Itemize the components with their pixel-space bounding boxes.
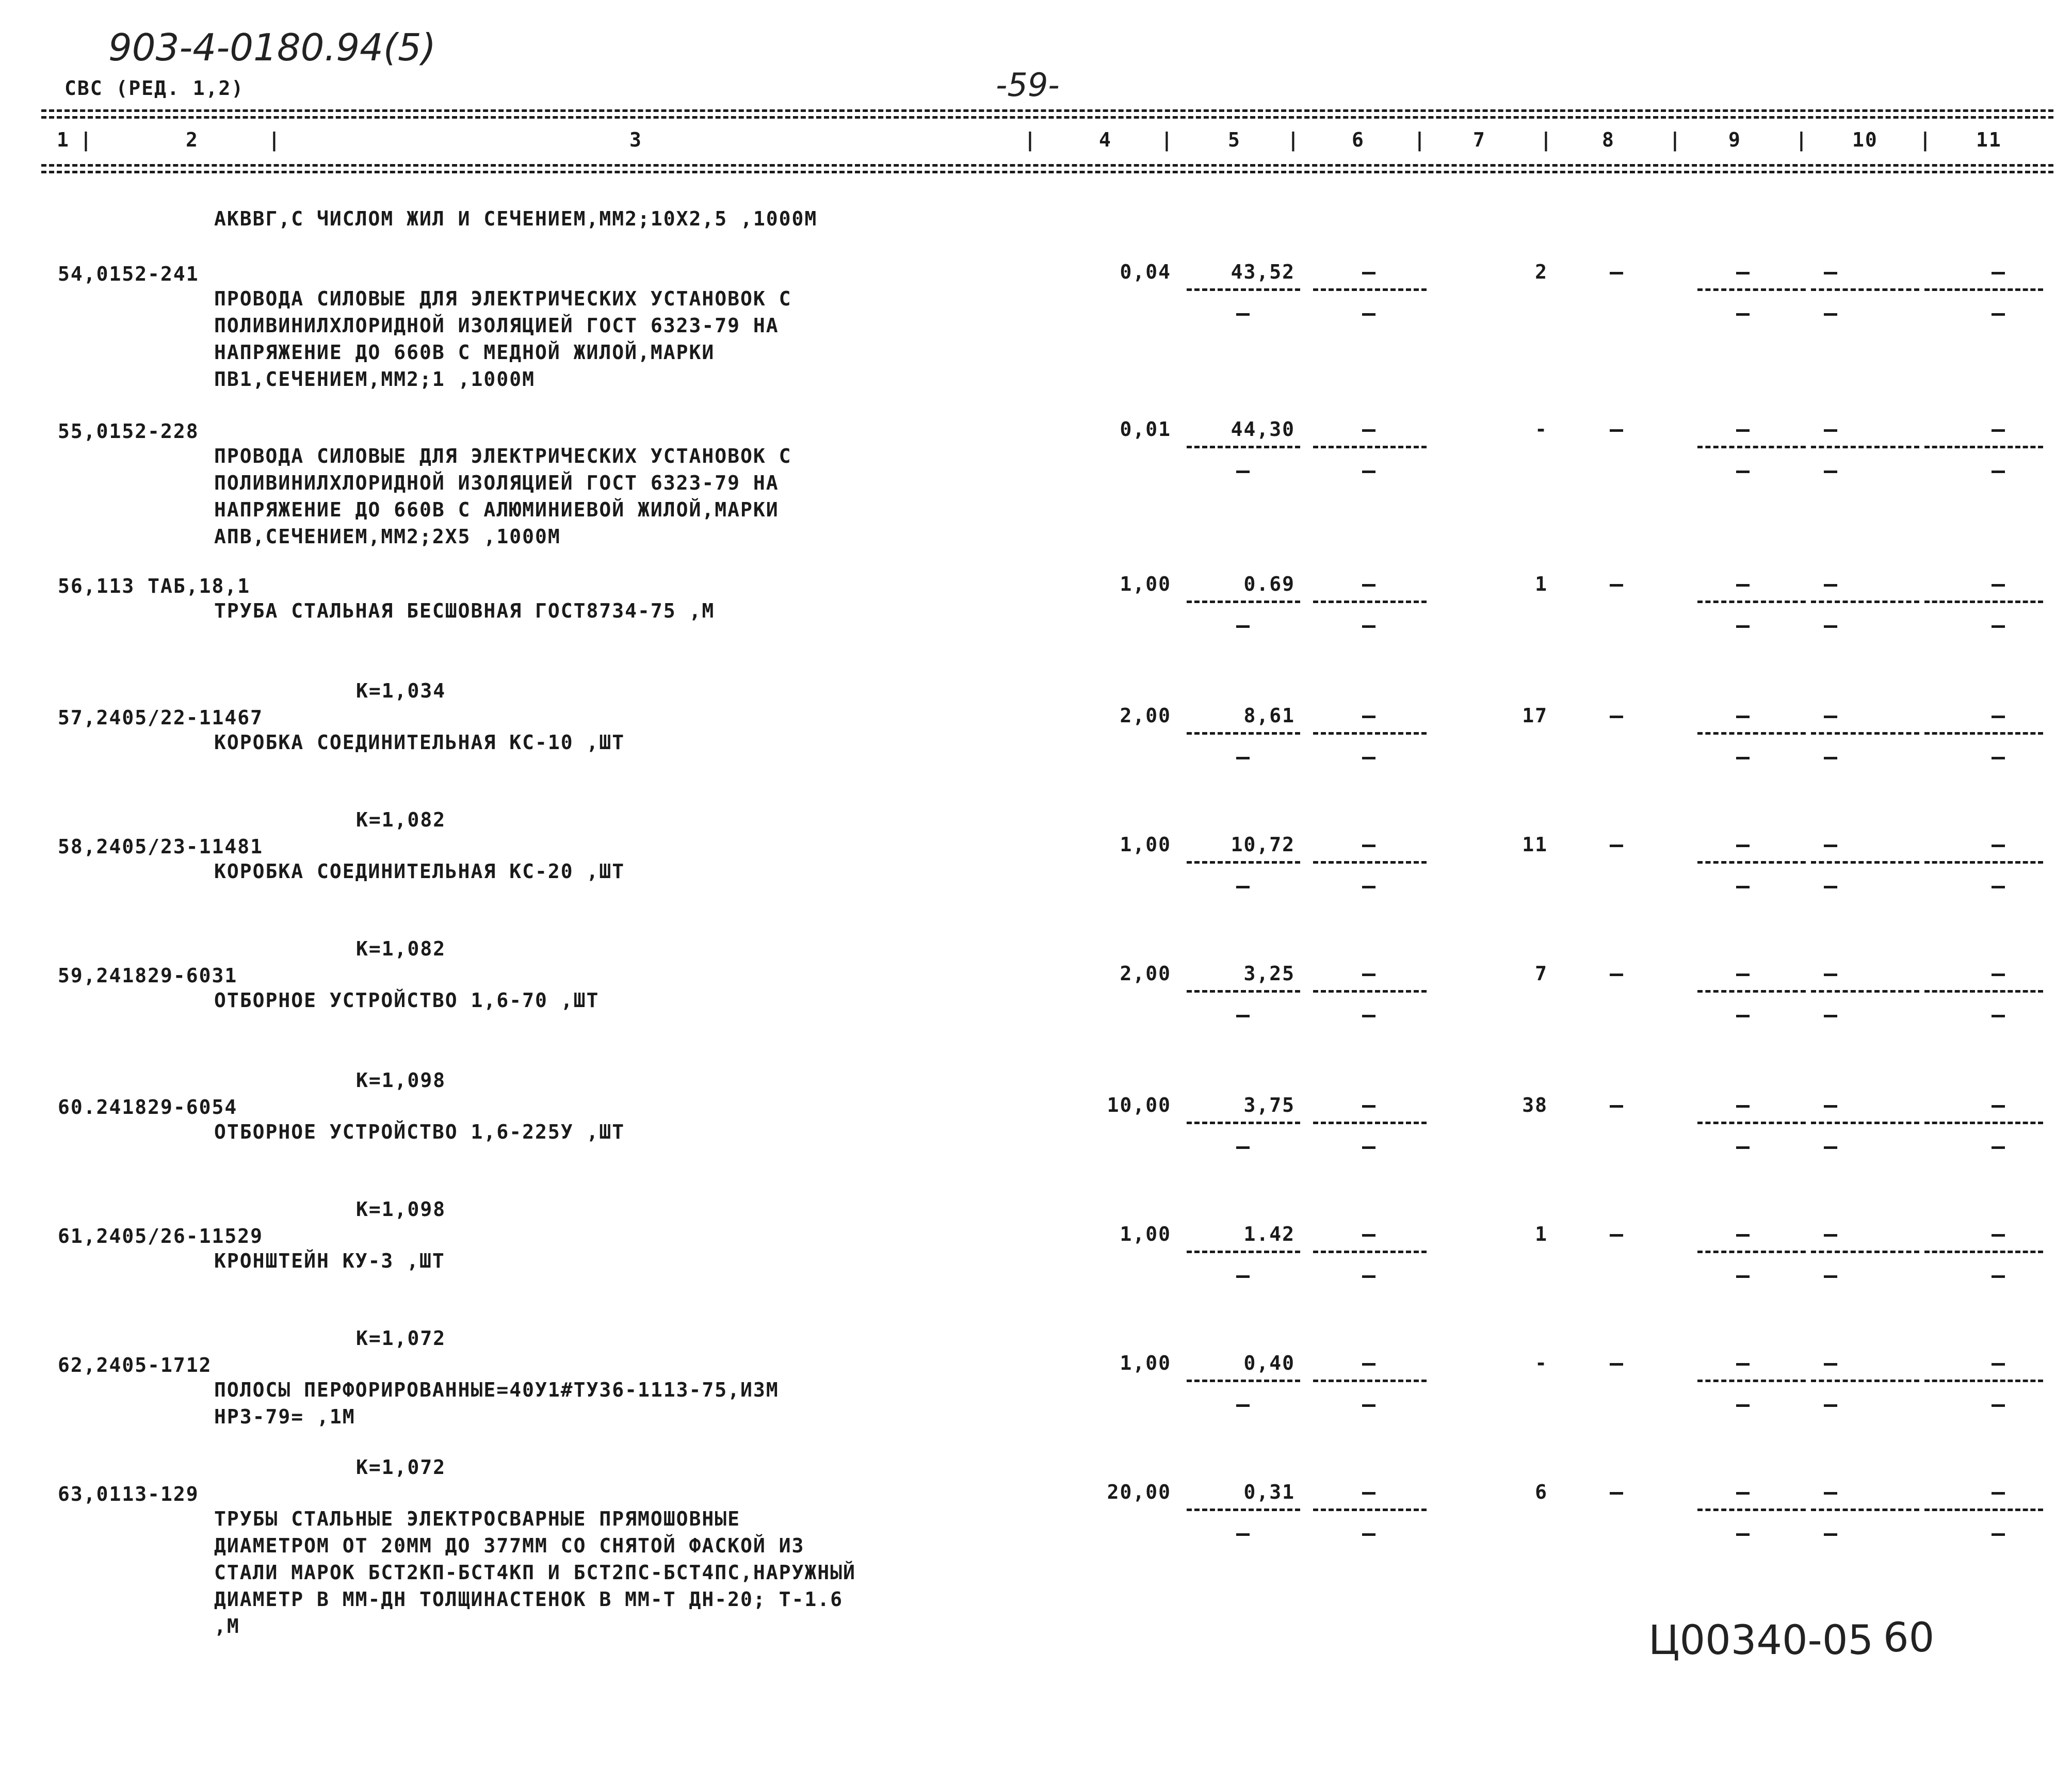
coefficient: К=1,072 xyxy=(356,1456,446,1479)
empty-cell-dash xyxy=(1824,1275,1837,1278)
fraction-rule xyxy=(1697,1122,1806,1124)
empty-cell-dash xyxy=(1236,1533,1250,1536)
cell-col5: 3,25 xyxy=(1243,962,1295,985)
empty-cell-dash xyxy=(1236,1404,1250,1407)
coefficient: К=1,098 xyxy=(356,1198,446,1221)
cell-col4: 1,00 xyxy=(1120,1223,1171,1245)
empty-cell-dash xyxy=(1736,1492,1750,1495)
fraction-rule xyxy=(1924,1122,2043,1124)
entry-description-line: КОРОБКА СОЕДИНИТЕЛЬНАЯ КС-20 ,ШТ xyxy=(214,860,625,883)
empty-cell-dash xyxy=(1610,584,1623,587)
entry-description-line: ПОЛИВИНИЛХЛОРИДНОЙ ИЗОЛЯЦИЕЙ ГОСТ 6323-79 НА xyxy=(214,472,779,494)
fraction-rule xyxy=(1187,446,1300,448)
fraction-rule xyxy=(1313,1380,1427,1382)
column-separator: | xyxy=(268,128,281,151)
entry-description-line: ТРУБА СТАЛЬНАЯ БЕСШОВНАЯ ГОСТ8734-75 ,М xyxy=(214,599,715,622)
empty-cell-dash xyxy=(1992,429,2005,432)
empty-cell-dash xyxy=(1992,757,2005,759)
empty-cell-dash xyxy=(1992,313,2005,316)
empty-cell-dash xyxy=(1824,1015,1837,1017)
column-separator: | xyxy=(80,128,93,151)
column-separator: | xyxy=(1414,128,1427,151)
cell-col7: 11 xyxy=(1522,833,1548,856)
entry-description-line: НАПРЯЖЕНИЕ ДО 660В С МЕДНОЙ ЖИЛОЙ,МАРКИ xyxy=(214,341,715,364)
empty-cell-dash xyxy=(1362,272,1375,274)
cell-col7: - xyxy=(1535,1352,1548,1374)
column-separator: | xyxy=(1919,128,1932,151)
entry-code: 54,0152-241 xyxy=(58,263,199,285)
entry-description-line: КОРОБКА СОЕДИНИТЕЛЬНАЯ КС-10 ,ШТ xyxy=(214,731,625,754)
column-header-7: 7 xyxy=(1473,128,1486,151)
column-separator: | xyxy=(1161,128,1174,151)
empty-cell-dash xyxy=(1736,1533,1750,1536)
empty-cell-dash xyxy=(1824,886,1837,888)
entry-description-line: ОТБОРНОЕ УСТРОЙСТВО 1,6-70 ,ШТ xyxy=(214,989,600,1012)
column-header-6: 6 xyxy=(1352,128,1365,151)
fraction-rule xyxy=(1697,446,1806,448)
edition-label: СВС (РЕД. 1,2) xyxy=(64,77,245,100)
cell-col7: 7 xyxy=(1535,962,1548,985)
empty-cell-dash xyxy=(1362,757,1375,759)
entry-description-line: ТРУБЫ СТАЛЬНЫЕ ЭЛЕКТРОСВАРНЫЕ ПРЯМОШОВНЫЕ xyxy=(214,1507,740,1530)
empty-cell-dash xyxy=(1992,1404,2005,1407)
empty-cell-dash xyxy=(1610,272,1623,274)
cell-col7: 17 xyxy=(1522,704,1548,727)
fraction-rule xyxy=(1697,601,1806,603)
cell-col5: 3,75 xyxy=(1243,1094,1295,1116)
fraction-rule xyxy=(1924,861,2043,864)
entry-description-line: ПВ1,СЕЧЕНИЕМ,ММ2;1 ,1000М xyxy=(214,368,535,391)
fraction-rule xyxy=(1924,732,2043,735)
fraction-rule xyxy=(1187,1251,1300,1253)
fraction-rule xyxy=(1187,288,1300,291)
empty-cell-dash xyxy=(1610,974,1623,976)
cell-col5: 0,31 xyxy=(1243,1481,1295,1503)
column-header-9: 9 xyxy=(1728,128,1741,151)
column-separator: | xyxy=(1669,128,1682,151)
fraction-rule xyxy=(1811,861,1919,864)
empty-cell-dash xyxy=(1736,886,1750,888)
empty-cell-dash xyxy=(1824,1533,1837,1536)
fraction-rule xyxy=(1697,990,1806,993)
empty-cell-dash xyxy=(1736,1234,1750,1237)
empty-cell-dash xyxy=(1362,1404,1375,1407)
entry-description-line: АПВ,СЕЧЕНИЕМ,ММ2;2Х5 ,1000М xyxy=(214,525,561,548)
empty-cell-dash xyxy=(1992,584,2005,587)
empty-cell-dash xyxy=(1824,1105,1837,1108)
header-bottom-rule xyxy=(41,164,2053,167)
fraction-rule xyxy=(1811,1251,1919,1253)
column-header-11: 11 xyxy=(1976,128,2002,151)
fraction-rule xyxy=(1187,990,1300,993)
empty-cell-dash xyxy=(1992,886,2005,888)
column-header-4: 4 xyxy=(1099,128,1112,151)
empty-cell-dash xyxy=(1362,974,1375,976)
entry-code: 55,0152-228 xyxy=(58,420,199,443)
empty-cell-dash xyxy=(1992,1275,2005,1278)
empty-cell-dash xyxy=(1736,1275,1750,1278)
empty-cell-dash xyxy=(1992,471,2005,473)
empty-cell-dash xyxy=(1992,974,2005,976)
fraction-rule xyxy=(1697,1251,1806,1253)
empty-cell-dash xyxy=(1992,625,2005,628)
empty-cell-dash xyxy=(1610,845,1623,847)
fraction-rule xyxy=(1697,732,1806,735)
empty-cell-dash xyxy=(1992,716,2005,718)
empty-cell-dash xyxy=(1362,1492,1375,1495)
empty-cell-dash xyxy=(1236,1146,1250,1149)
empty-cell-dash xyxy=(1824,429,1837,432)
cell-col5: 10,72 xyxy=(1231,833,1295,856)
empty-cell-dash xyxy=(1824,757,1837,759)
empty-cell-dash xyxy=(1736,1105,1750,1108)
fraction-rule xyxy=(1811,1122,1919,1124)
fraction-rule xyxy=(1313,446,1427,448)
empty-cell-dash xyxy=(1824,1363,1837,1366)
coefficient: К=1,072 xyxy=(356,1327,446,1350)
empty-cell-dash xyxy=(1824,471,1837,473)
empty-cell-dash xyxy=(1736,716,1750,718)
entry-description-line: НАПРЯЖЕНИЕ ДО 660В С АЛЮМИНИЕВОЙ ЖИЛОЙ,МАРКИ xyxy=(214,498,779,521)
fraction-rule xyxy=(1697,861,1806,864)
cell-col7: - xyxy=(1535,418,1548,441)
empty-cell-dash xyxy=(1362,1015,1375,1017)
empty-cell-dash xyxy=(1824,1234,1837,1237)
column-header-1: 1 xyxy=(57,128,70,151)
fraction-rule xyxy=(1811,990,1919,993)
fraction-rule xyxy=(1313,601,1427,603)
fraction-rule xyxy=(1924,1380,2043,1382)
column-separator: | xyxy=(1024,128,1037,151)
header-bottom-rule-2 xyxy=(41,171,2053,173)
fraction-rule xyxy=(1187,1380,1300,1382)
empty-cell-dash xyxy=(1362,1105,1375,1108)
entry-description-line: ,М xyxy=(214,1615,240,1638)
cell-col5: 8,61 xyxy=(1243,704,1295,727)
column-separator: | xyxy=(1287,128,1300,151)
empty-cell-dash xyxy=(1736,313,1750,316)
cell-col4: 0,04 xyxy=(1120,261,1171,283)
fraction-rule xyxy=(1924,446,2043,448)
empty-cell-dash xyxy=(1992,1492,2005,1495)
entry-code: 60.241829-6054 xyxy=(58,1096,238,1118)
entry-description-line: СТАЛИ МАРОК БСТ2КП-БСТ4КП И БСТ2ПС-БСТ4ПС,НАРУЖНЫЙ xyxy=(214,1561,856,1584)
empty-cell-dash xyxy=(1362,1363,1375,1366)
fraction-rule xyxy=(1313,1122,1427,1124)
header-top-rule-2 xyxy=(41,116,2053,119)
empty-cell-dash xyxy=(1236,886,1250,888)
empty-cell-dash xyxy=(1736,1146,1750,1149)
fraction-rule xyxy=(1811,1509,1919,1511)
page-number: -59- xyxy=(996,66,1060,104)
empty-cell-dash xyxy=(1736,429,1750,432)
fraction-rule xyxy=(1811,732,1919,735)
empty-cell-dash xyxy=(1362,625,1375,628)
empty-cell-dash xyxy=(1236,757,1250,759)
empty-cell-dash xyxy=(1824,625,1837,628)
coefficient: К=1,098 xyxy=(356,1069,446,1092)
cell-col4: 1,00 xyxy=(1120,833,1171,856)
empty-cell-dash xyxy=(1362,1275,1375,1278)
fraction-rule xyxy=(1697,1509,1806,1511)
empty-cell-dash xyxy=(1736,584,1750,587)
entry-description-line: ПРОВОДА СИЛОВЫЕ ДЛЯ ЭЛЕКТРИЧЕСКИХ УСТАНОВОК С xyxy=(214,445,792,467)
cell-col7: 38 xyxy=(1522,1094,1548,1116)
cell-col4: 1,00 xyxy=(1120,1352,1171,1374)
empty-cell-dash xyxy=(1992,1105,2005,1108)
empty-cell-dash xyxy=(1362,1146,1375,1149)
cell-col4: 10,00 xyxy=(1107,1094,1171,1116)
entry-description-line: ПРОВОДА СИЛОВЫЕ ДЛЯ ЭЛЕКТРИЧЕСКИХ УСТАНОВОК С xyxy=(214,287,792,310)
empty-cell-dash xyxy=(1610,1363,1623,1366)
entry-description-line: ПОЛИВИНИЛХЛОРИДНОЙ ИЗОЛЯЦИЕЙ ГОСТ 6323-79 НА xyxy=(214,314,779,337)
coefficient: К=1,082 xyxy=(356,937,446,960)
empty-cell-dash xyxy=(1992,1234,2005,1237)
fraction-rule xyxy=(1313,288,1427,291)
cell-col4: 2,00 xyxy=(1120,962,1171,985)
empty-cell-dash xyxy=(1736,757,1750,759)
empty-cell-dash xyxy=(1736,625,1750,628)
empty-cell-dash xyxy=(1824,974,1837,976)
empty-cell-dash xyxy=(1736,471,1750,473)
fraction-rule xyxy=(1187,732,1300,735)
fraction-rule xyxy=(1697,1380,1806,1382)
empty-cell-dash xyxy=(1736,845,1750,847)
cell-col7: 6 xyxy=(1535,1481,1548,1503)
column-header-8: 8 xyxy=(1602,128,1615,151)
empty-cell-dash xyxy=(1236,1015,1250,1017)
empty-cell-dash xyxy=(1362,584,1375,587)
entry-code: 57,2405/22-11467 xyxy=(58,706,264,729)
empty-cell-dash xyxy=(1736,1015,1750,1017)
fraction-rule xyxy=(1697,288,1806,291)
empty-cell-dash xyxy=(1824,313,1837,316)
stamp-code: Ц00340-05 xyxy=(1648,1617,1874,1664)
empty-cell-dash xyxy=(1824,1146,1837,1149)
intro-line: АКВВГ,С ЧИСЛОМ ЖИЛ И СЕЧЕНИЕМ,ММ2;10Х2,5 ,1000М xyxy=(214,207,818,230)
cell-col5: 0,40 xyxy=(1243,1352,1295,1374)
cell-col4: 0,01 xyxy=(1120,418,1171,441)
empty-cell-dash xyxy=(1824,716,1837,718)
cell-col5: 0.69 xyxy=(1243,573,1295,595)
entry-code: 59,241829-6031 xyxy=(58,964,238,987)
entry-description-line: ОТБОРНОЕ УСТРОЙСТВО 1,6-225У ,ШТ xyxy=(214,1121,625,1143)
empty-cell-dash xyxy=(1236,471,1250,473)
empty-cell-dash xyxy=(1236,1275,1250,1278)
empty-cell-dash xyxy=(1992,845,2005,847)
cell-col5: 1.42 xyxy=(1243,1223,1295,1245)
fraction-rule xyxy=(1811,446,1919,448)
fraction-rule xyxy=(1187,861,1300,864)
entry-code: 63,0113-129 xyxy=(58,1483,199,1505)
empty-cell-dash xyxy=(1992,1015,2005,1017)
empty-cell-dash xyxy=(1236,313,1250,316)
entry-description-line: ДИАМЕТРОМ ОТ 20ММ ДО 377ММ СО СНЯТОЙ ФАСКОЙ ИЗ xyxy=(214,1534,805,1557)
fraction-rule xyxy=(1313,732,1427,735)
empty-cell-dash xyxy=(1824,1404,1837,1407)
header-top-rule xyxy=(41,109,2053,112)
entry-description-line: КРОНШТЕЙН КУ-3 ,ШТ xyxy=(214,1250,445,1272)
fraction-rule xyxy=(1924,601,2043,603)
empty-cell-dash xyxy=(1824,845,1837,847)
fraction-rule xyxy=(1811,288,1919,291)
empty-cell-dash xyxy=(1362,429,1375,432)
column-header-5: 5 xyxy=(1228,128,1241,151)
entry-description-line: НР3-79= ,1М xyxy=(214,1405,355,1428)
fraction-rule xyxy=(1924,1509,2043,1511)
empty-cell-dash xyxy=(1610,1492,1623,1495)
empty-cell-dash xyxy=(1992,1363,2005,1366)
empty-cell-dash xyxy=(1610,1105,1623,1108)
entry-description-line: ПОЛОСЫ ПЕРФОРИРОВАННЫЕ=40У1#ТУ36-1113-75,ИЗМ xyxy=(214,1379,779,1401)
empty-cell-dash xyxy=(1736,1404,1750,1407)
empty-cell-dash xyxy=(1362,716,1375,718)
empty-cell-dash xyxy=(1824,584,1837,587)
cell-col5: 44,30 xyxy=(1231,418,1295,441)
stamp-page: 60 xyxy=(1883,1615,1935,1661)
fraction-rule xyxy=(1187,1509,1300,1511)
empty-cell-dash xyxy=(1736,974,1750,976)
coefficient: К=1,082 xyxy=(356,808,446,831)
empty-cell-dash xyxy=(1736,272,1750,274)
empty-cell-dash xyxy=(1992,272,2005,274)
cell-col4: 20,00 xyxy=(1107,1481,1171,1503)
empty-cell-dash xyxy=(1992,1146,2005,1149)
column-separator: | xyxy=(1795,128,1808,151)
fraction-rule xyxy=(1924,1251,2043,1253)
empty-cell-dash xyxy=(1362,845,1375,847)
cell-col7: 2 xyxy=(1535,261,1548,283)
fraction-rule xyxy=(1313,1251,1427,1253)
coefficient: К=1,034 xyxy=(356,679,446,702)
empty-cell-dash xyxy=(1992,1533,2005,1536)
entry-description-line: ДИАМЕТР В ММ-ДН ТОЛЩИНАСТЕНОК В ММ-Т ДН-20; Т-1.6 xyxy=(214,1588,844,1611)
cell-col5: 43,52 xyxy=(1231,261,1295,283)
fraction-rule xyxy=(1187,1122,1300,1124)
entry-code: 56,113 ТАБ,18,1 xyxy=(58,575,251,597)
empty-cell-dash xyxy=(1362,1533,1375,1536)
empty-cell-dash xyxy=(1362,471,1375,473)
empty-cell-dash xyxy=(1824,272,1837,274)
fraction-rule xyxy=(1187,601,1300,603)
empty-cell-dash xyxy=(1824,1492,1837,1495)
fraction-rule xyxy=(1924,990,2043,993)
empty-cell-dash xyxy=(1610,716,1623,718)
column-separator: | xyxy=(1540,128,1553,151)
entry-code: 62,2405-1712 xyxy=(58,1354,212,1376)
column-header-10: 10 xyxy=(1852,128,1878,151)
fraction-rule xyxy=(1811,601,1919,603)
cell-col4: 2,00 xyxy=(1120,704,1171,727)
column-header-2: 2 xyxy=(186,128,199,151)
cell-col7: 1 xyxy=(1535,573,1548,595)
column-header-3: 3 xyxy=(629,128,642,151)
entry-code: 61,2405/26-11529 xyxy=(58,1225,264,1247)
fraction-rule xyxy=(1313,1509,1427,1511)
fraction-rule xyxy=(1313,861,1427,864)
empty-cell-dash xyxy=(1236,625,1250,628)
entry-code: 58,2405/23-11481 xyxy=(58,835,264,858)
empty-cell-dash xyxy=(1362,313,1375,316)
cell-col7: 1 xyxy=(1535,1223,1548,1245)
fraction-rule xyxy=(1313,990,1427,993)
empty-cell-dash xyxy=(1736,1363,1750,1366)
cell-col4: 1,00 xyxy=(1120,573,1171,595)
fraction-rule xyxy=(1924,288,2043,291)
fraction-rule xyxy=(1811,1380,1919,1382)
document-code: 903-4-0180.94(5) xyxy=(108,26,436,69)
empty-cell-dash xyxy=(1362,1234,1375,1237)
empty-cell-dash xyxy=(1362,886,1375,888)
empty-cell-dash xyxy=(1610,429,1623,432)
empty-cell-dash xyxy=(1610,1234,1623,1237)
